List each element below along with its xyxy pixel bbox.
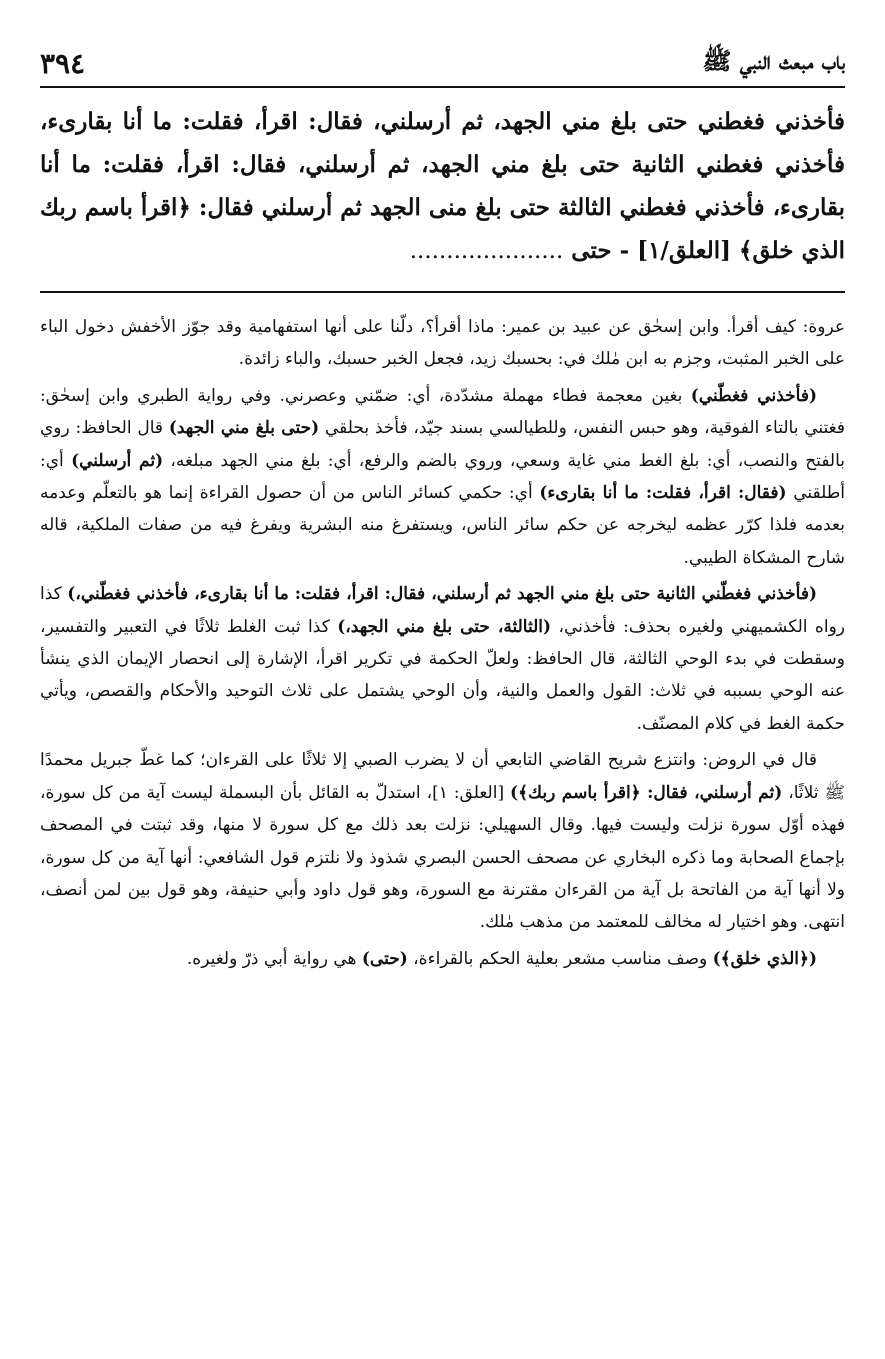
commentary-text: [العلق: ١]، استدلّ به القائل بأن البسملة ليست آية من كل سورة، فهذه أوّل سورة نزلت وليست فيها. وقال السهيلي: نزلت بعد ذلك مع كل سورة لا منها، وقد ثبتت في المصحف بإجماع الصحابة وما ذكره البخاري عن مصحف الحسن البصري شذوذ ولا نلتزم قول الشافعي: أنها آية من كل سورة، ولا أنها آية من الفاتحة بل آية من القرءان مقترنة مع السورة، وهو قول داود وأبي حنيفة، وهو قول بين لمن أنصف، انتهى. وهو اختيار له مخالف للمعتمد من مذهب مٰلك.	[40, 782, 845, 933]
commentary-text: قال في الروض: وانتزع شريح القاضي التابعي أن لا يضرب الصبي إلا ثلاثًا على القرءان؛ كما غطّ جبريل محمدًا ﷺ ثلاثًا،	[40, 750, 845, 803]
verse-reference: [العلق/١] - حتى	[563, 237, 740, 264]
page-number: ٣٩٤	[40, 46, 86, 80]
commentary	[40, 311, 845, 975]
lemma: (حتى)	[361, 948, 408, 969]
commentary-paragraph	[40, 744, 845, 938]
hadith-paragraph	[40, 100, 845, 273]
chapter-title: باب مبعث النبي ﷺ	[702, 45, 845, 75]
lemma: (فأخذني فغطّني الثانية حتى بلغ مني الجهد ثم أرسلني، فقال: اقرأ، فقلت: ما أنا بقارىء، فأخذني فغطّني،)	[67, 584, 817, 605]
commentary-text: بغين معجمة فطاء مهملة مشدّدة، أي: ضمّني وعصرني. وفي رواية الطبري وابن إسحٰق: فغتني بالتاء الفوقية، وهو حبس النفس، وللطيالسي بسند جيّد، فأخذ بحلقي	[40, 385, 845, 439]
lemma: (﴿الذي خلق﴾)	[712, 948, 817, 969]
commentary-paragraph	[40, 578, 845, 740]
commentary-text: كذا رواه الكشميهني ولغيره بحذف: فأخذني،	[40, 584, 845, 637]
lemma: (ثم أرسلني)	[71, 450, 164, 471]
lemma: (فأخذني فغطّني)	[690, 385, 817, 406]
hadith-text	[40, 100, 845, 273]
commentary-text: عروة: كيف أقرأ. وابن إسحٰق عن عبيد بن عمير: ماذا أقرأ؟، دلّنا على أنها استفهامية وقد جوّز الأخفش دخول الباء على الخبر المثبت، وجزم به ابن مٰلك في: بحسبك زيد، فجعل الخبر حسبك، والباء زائدة.	[40, 317, 845, 370]
continuation-dots: .....................	[409, 238, 564, 264]
commentary-paragraph	[40, 380, 845, 574]
commentary-text: أي: أطلقني	[40, 450, 846, 504]
lemma: (فقال: اقرأ، فقلت: ما أنا بقارىء)	[539, 483, 787, 504]
commentary-text: وصف مناسب مشعر بعلية الحكم بالقراءة،	[407, 948, 713, 969]
lemma: (الثالثة، حتى بلغ مني الجهد،)	[337, 616, 552, 637]
book-page	[40, 40, 845, 1330]
commentary-text: أي: حكمي كسائر الناس من أن حصول القراءة إنما هو بالتعلّم وعدمه بعدمه فلذا كرّر عظمه ليخرجه عن حكم سائر الناس، ويستفرغ منه البشرية ويفرغ فيه من صفات الملكية، قاله شارح المشكاة الطيبي.	[40, 483, 845, 568]
lemma: (ثم أرسلني، فقال: ﴿اقرأ باسم ربك﴾)	[510, 782, 783, 803]
commentary-text: هي رواية أبي ذرّ ولغيره.	[186, 948, 362, 969]
commentary-paragraph	[40, 311, 845, 376]
section-divider	[40, 291, 845, 293]
commentary-text: كذا ثبت الغلط ثلاثًا في التعبير والتفسير، وسقطت في بدء الوحي الثالثة، قال الحافظ: ولعلّ الحكمة في تكرير اقرأ، الإشارة إلى انحصار الإيمان الذي ينشأ عنه الوحي بسببه في ثلاث: القول والعمل والنية، وأن الوحي يشتمل على ثلاث التوحيد والأحكام والقصص، ويأتي حكمة الغط في كلام المصنّف.	[40, 616, 845, 734]
commentary-text: قال الحافظ: روي بالفتح والنصب، أي: بلغ الغط مني غاية وسعي، وروي بالضم والرفع، أي: بلغ مني الجهد مبلغه،	[40, 418, 846, 471]
commentary-paragraph	[40, 943, 845, 975]
hadith-body: فأخذني فغطني حتى بلغ مني الجهد، ثم أرسلني، فقال: اقرأ، فقلت: ما أنا بقارىء، فأخذني فغطني الثانية حتى بلغ مني الجهد، ثم أرسلني، فقال: اقرأ، فقلت: ما أنا بقارىء، فأخذني فغطني الثالثة حتى بلغ منى الجهد ثم أرسلني فقال:	[40, 108, 845, 221]
running-head	[40, 40, 845, 88]
quran-verse: ﴿اقرأ باسم ربك الذي خلق﴾	[40, 194, 845, 264]
lemma: (حتى بلغ مني الجهد)	[168, 418, 320, 439]
